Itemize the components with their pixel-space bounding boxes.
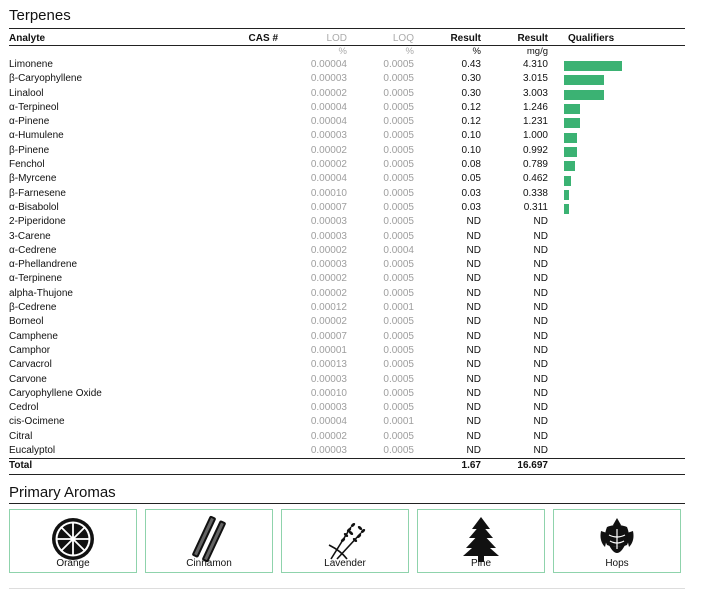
qualifier-cell [548, 187, 685, 201]
aromas-title-rule [9, 503, 685, 504]
result-mg-cell: 0.992 [522, 144, 548, 156]
qualifier-cell [548, 244, 685, 258]
result-pct-cell: ND [466, 359, 481, 371]
loq-cell: 0.0005 [383, 373, 414, 385]
analyte-cell: β-Cedrene [9, 302, 57, 314]
qualifier-cell [548, 172, 685, 186]
table-row [9, 172, 685, 186]
aroma-label: Pine [470, 558, 491, 569]
result-pct-cell: 0.03 [461, 187, 481, 199]
table-row [9, 258, 685, 272]
cas-cell [199, 258, 278, 272]
analyte-cell: Carvone [9, 373, 47, 385]
result-bar [564, 104, 580, 114]
table-row [9, 373, 685, 387]
loq-cell: 0.0005 [383, 344, 414, 356]
terpenes-title-rule [9, 28, 685, 29]
cas-cell [199, 373, 278, 387]
lod-cell: 0.00003 [310, 230, 347, 242]
result-mg-cell: ND [533, 416, 548, 428]
qualifier-cell [548, 129, 685, 143]
cas-cell [199, 244, 278, 258]
loq-cell: 0.0005 [383, 73, 414, 85]
qualifier-cell [548, 101, 685, 115]
result-bar [564, 190, 569, 200]
qualifier-cell [548, 115, 685, 129]
analyte-cell: cis-Ocimene [9, 416, 65, 428]
qualifier-cell [548, 258, 685, 272]
aroma-card-cinnamon [145, 509, 273, 573]
result-pct-cell: 0.30 [461, 87, 481, 99]
aroma-card-orange [9, 509, 137, 573]
result-pct-cell: ND [466, 244, 481, 256]
unit-lod: % [338, 46, 347, 57]
result-mg-cell: 1.000 [522, 130, 548, 142]
lod-cell: 0.00003 [310, 402, 347, 414]
table-row [9, 101, 685, 115]
result-pct-cell: 0.12 [461, 116, 481, 128]
result-mg-cell: ND [533, 344, 548, 356]
analyte-cell: 2-Piperidone [9, 216, 66, 228]
analyte-cell: α-Pinene [9, 116, 50, 128]
result-pct-cell: ND [466, 373, 481, 385]
table-row [9, 58, 685, 72]
cas-cell [199, 287, 278, 301]
cas-cell [199, 444, 278, 459]
analyte-cell: α-Cedrene [9, 244, 57, 256]
qualifier-cell [548, 344, 685, 358]
loq-cell: 0.0005 [383, 159, 414, 171]
terpenes-table [9, 32, 685, 475]
analyte-cell: Cedrol [9, 402, 39, 414]
result-pct-cell: ND [466, 259, 481, 271]
result-mg-cell: ND [533, 302, 548, 314]
lod-cell: 0.00002 [310, 273, 347, 285]
loq-cell: 0.0005 [383, 59, 414, 70]
table-row [9, 301, 685, 315]
qualifier-cell [548, 58, 685, 72]
col-header-analyte: Analyte [9, 32, 199, 46]
lod-cell: 0.00004 [310, 59, 347, 70]
result-mg-cell: 1.246 [522, 101, 548, 113]
result-mg-cell: ND [533, 316, 548, 328]
cas-cell [199, 230, 278, 244]
lod-cell: 0.00004 [310, 116, 347, 128]
cas-cell [199, 129, 278, 143]
result-mg-cell: ND [533, 359, 548, 371]
result-mg-cell: ND [533, 273, 548, 285]
qualifier-cell [548, 330, 685, 344]
analyte-cell: β-Pinene [9, 144, 50, 156]
qualifier-cell [548, 144, 685, 158]
analyte-cell: Limonene [9, 59, 53, 70]
result-mg-cell: ND [533, 230, 548, 242]
lod-cell: 0.00002 [310, 244, 347, 256]
loq-cell: 0.0005 [383, 430, 414, 442]
unit-result-mg: mg/g [526, 46, 548, 57]
result-bar [564, 90, 604, 100]
qualifier-cell [548, 373, 685, 387]
cas-cell [199, 430, 278, 444]
analyte-cell: β-Caryophyllene [9, 73, 83, 85]
lod-cell: 0.00004 [310, 173, 347, 185]
result-mg-cell: 0.789 [522, 159, 548, 171]
result-mg-cell: 0.462 [522, 173, 548, 185]
result-pct-cell: ND [466, 302, 481, 314]
table-row [9, 387, 685, 401]
lod-cell: 0.00002 [310, 159, 347, 171]
table-row [9, 315, 685, 329]
table-row [9, 244, 685, 258]
cas-cell [199, 101, 278, 115]
loq-cell: 0.0005 [383, 402, 414, 414]
table-row [9, 87, 685, 101]
lod-cell: 0.00002 [310, 144, 347, 156]
col-header-result-pct: Result [414, 32, 481, 46]
analyte-cell: β-Myrcene [9, 173, 57, 185]
result-pct-cell: 0.03 [461, 201, 481, 213]
terpenes-section-title: Terpenes [9, 7, 71, 24]
result-pct-cell: ND [466, 230, 481, 242]
result-bar [564, 176, 571, 186]
result-mg-cell: ND [533, 244, 548, 256]
lod-cell: 0.00002 [310, 287, 347, 299]
lod-cell: 0.00013 [310, 359, 347, 371]
table-row [9, 158, 685, 172]
result-pct-cell: ND [466, 344, 481, 356]
table-row [9, 444, 685, 459]
analyte-cell: α-Phellandrene [9, 259, 78, 271]
result-mg-cell: ND [533, 445, 548, 457]
loq-cell: 0.0005 [383, 316, 414, 328]
result-pct-cell: ND [466, 402, 481, 414]
result-pct-cell: 0.10 [461, 130, 481, 142]
loq-cell: 0.0005 [383, 359, 414, 371]
aroma-card-hops [553, 509, 681, 573]
orange-slice-icon [49, 515, 97, 563]
lod-cell: 0.00003 [310, 73, 347, 85]
result-pct-cell: 0.30 [461, 73, 481, 85]
result-pct-cell: 0.12 [461, 101, 481, 113]
result-mg-cell: ND [533, 330, 548, 342]
qualifier-cell [548, 315, 685, 329]
table-row [9, 344, 685, 358]
lod-cell: 0.00004 [310, 416, 347, 428]
result-mg-cell: 0.311 [523, 201, 548, 213]
cas-cell [199, 201, 278, 215]
result-mg-cell: 3.015 [522, 73, 548, 85]
table-row [9, 72, 685, 86]
result-pct-cell: 0.43 [461, 59, 481, 70]
cas-cell [199, 158, 278, 172]
qualifier-cell [548, 72, 685, 86]
analyte-cell: Borneol [9, 316, 44, 328]
table-row [9, 215, 685, 229]
cas-cell [199, 87, 278, 101]
cas-cell [199, 344, 278, 358]
unit-loq: % [405, 46, 414, 57]
lod-cell: 0.00001 [310, 344, 347, 356]
result-bar [564, 147, 577, 157]
result-mg-cell: ND [533, 216, 548, 228]
table-row [9, 144, 685, 158]
col-header-loq: LOQ [347, 32, 414, 46]
col-header-lod: LOD [278, 32, 347, 46]
aroma-card-lavender [281, 509, 409, 573]
total-qualifier-cell [548, 459, 685, 474]
col-header-cas: CAS # [199, 32, 278, 46]
analyte-cell: Fenchol [9, 159, 45, 171]
result-mg-cell: ND [533, 430, 548, 442]
cas-cell [199, 58, 278, 72]
result-bar [564, 204, 569, 214]
analyte-cell: α-Terpineol [9, 101, 59, 113]
cas-cell [199, 115, 278, 129]
aroma-label: Lavender [324, 558, 366, 569]
lavender-sprig-icon [321, 515, 369, 563]
table-row [9, 415, 685, 429]
lod-cell: 0.00010 [310, 187, 347, 199]
qualifier-cell [548, 287, 685, 301]
pine-tree-icon [457, 515, 505, 563]
analyte-cell: α-Humulene [9, 130, 64, 142]
qualifier-cell [548, 358, 685, 372]
result-pct-cell: ND [466, 287, 481, 299]
lod-cell: 0.00003 [310, 130, 347, 142]
result-pct-cell: ND [466, 330, 481, 342]
total-loq-cell [347, 459, 414, 474]
lod-cell: 0.00007 [310, 330, 347, 342]
cas-cell [199, 172, 278, 186]
table-row [9, 129, 685, 143]
lod-cell: 0.00003 [310, 445, 347, 457]
loq-cell: 0.0005 [383, 273, 414, 285]
analyte-cell: Carvacrol [9, 359, 52, 371]
loq-cell: 0.0005 [383, 445, 414, 457]
lod-cell: 0.00010 [310, 387, 347, 399]
qualifier-cell [548, 201, 685, 215]
total-lod-cell [278, 459, 347, 474]
loq-cell: 0.0005 [383, 387, 414, 399]
cinnamon-stick-icon [185, 515, 233, 563]
lod-cell: 0.00002 [310, 316, 347, 328]
table-row [9, 272, 685, 286]
table-row [9, 358, 685, 372]
lod-cell: 0.00002 [310, 430, 347, 442]
cas-cell [199, 215, 278, 229]
result-mg-cell: 3.003 [522, 87, 548, 99]
total-result-pct: 1.67 [414, 459, 481, 474]
aroma-label: Orange [56, 558, 90, 569]
lod-cell: 0.00003 [310, 216, 347, 228]
lod-cell: 0.00004 [310, 101, 347, 113]
qualifier-cell [548, 430, 685, 444]
loq-cell: 0.0005 [383, 201, 414, 213]
table-row [9, 330, 685, 344]
loq-cell: 0.0005 [383, 330, 414, 342]
hops-cone-icon [593, 515, 641, 563]
table-row [9, 201, 685, 215]
result-bar [564, 161, 575, 171]
qualifier-cell [548, 401, 685, 415]
analyte-cell: Caryophyllene Oxide [9, 387, 102, 399]
lod-cell: 0.00003 [310, 373, 347, 385]
qualifier-cell [548, 215, 685, 229]
unit-result-pct: % [472, 46, 481, 57]
aroma-card-pine [417, 509, 545, 573]
loq-cell: 0.0005 [383, 144, 414, 156]
loq-cell: 0.0005 [383, 259, 414, 271]
result-mg-cell: ND [533, 259, 548, 271]
loq-cell: 0.0005 [383, 230, 414, 242]
result-mg-cell: ND [533, 387, 548, 399]
analyte-cell: Camphor [9, 344, 51, 356]
loq-cell: 0.0005 [383, 287, 414, 299]
qualifier-cell [548, 387, 685, 401]
primary-aromas-title: Primary Aromas [9, 484, 116, 501]
lod-cell: 0.00002 [310, 87, 347, 99]
analyte-cell: Citral [9, 430, 33, 442]
result-pct-cell: ND [466, 273, 481, 285]
cas-cell [199, 301, 278, 315]
loq-cell: 0.0005 [383, 173, 414, 185]
table-row [9, 115, 685, 129]
cas-cell [199, 415, 278, 429]
qualifier-cell [548, 87, 685, 101]
qualifier-cell [548, 301, 685, 315]
table-total-row [9, 459, 685, 474]
lod-cell: 0.00012 [310, 302, 347, 314]
qualifier-cell [548, 158, 685, 172]
lod-cell: 0.00003 [310, 259, 347, 271]
result-bar [564, 118, 580, 128]
loq-cell: 0.0005 [383, 216, 414, 228]
loq-cell: 0.0004 [383, 244, 414, 256]
analyte-cell: β-Farnesene [9, 187, 66, 199]
analyte-cell: 3-Carene [9, 230, 51, 242]
table-row [9, 287, 685, 301]
table-header-row [9, 32, 685, 46]
loq-cell: 0.0005 [383, 130, 414, 142]
table-row [9, 401, 685, 415]
result-mg-cell: 0.338 [522, 187, 548, 199]
result-pct-cell: ND [466, 216, 481, 228]
page-bottom-rule [9, 588, 685, 589]
analyte-cell: alpha-Thujone [9, 287, 73, 299]
result-pct-cell: ND [466, 416, 481, 428]
analyte-cell: Eucalyptol [9, 445, 56, 457]
cas-cell [199, 401, 278, 415]
lod-cell: 0.00007 [310, 201, 347, 213]
qualifier-cell [548, 230, 685, 244]
result-bar [564, 61, 622, 71]
cas-cell [199, 315, 278, 329]
aroma-label: Hops [605, 558, 629, 569]
analyte-cell: α-Terpinene [9, 273, 63, 285]
analyte-cell: Linalool [9, 87, 44, 99]
total-label: Total [9, 459, 199, 474]
cas-cell [199, 72, 278, 86]
qualifier-cell [548, 444, 685, 459]
table-row [9, 430, 685, 444]
result-pct-cell: 0.05 [461, 173, 481, 185]
analyte-cell: α-Bisabolol [9, 201, 59, 213]
table-row [9, 187, 685, 201]
cas-cell [199, 144, 278, 158]
table-row [9, 230, 685, 244]
cas-cell [199, 358, 278, 372]
loq-cell: 0.0005 [383, 116, 414, 128]
result-pct-cell: 0.10 [461, 144, 481, 156]
result-pct-cell: ND [466, 387, 481, 399]
loq-cell: 0.0005 [383, 187, 414, 199]
aroma-label: Cinnamon [186, 558, 232, 569]
cas-cell [199, 272, 278, 286]
result-pct-cell: ND [466, 445, 481, 457]
table-units-row [9, 46, 685, 59]
col-header-result-mg: Result [481, 32, 548, 46]
result-pct-cell: ND [466, 430, 481, 442]
col-header-qualifiers: Qualifiers [548, 32, 685, 46]
result-mg-cell: ND [533, 402, 548, 414]
analyte-cell: Camphene [9, 330, 58, 342]
qualifier-cell [548, 272, 685, 286]
aroma-cards [9, 509, 685, 576]
result-bar [564, 75, 604, 85]
loq-cell: 0.0001 [383, 416, 414, 428]
cas-cell [199, 330, 278, 344]
terpenes-table-body [9, 58, 685, 474]
total-result-mg: 16.697 [481, 459, 548, 474]
total-cas-cell [199, 459, 278, 474]
result-pct-cell: ND [466, 316, 481, 328]
loq-cell: 0.0001 [383, 302, 414, 314]
loq-cell: 0.0005 [383, 101, 414, 113]
result-mg-cell: 1.231 [522, 116, 548, 128]
result-mg-cell: ND [533, 287, 548, 299]
result-mg-cell: ND [533, 373, 548, 385]
result-bar [564, 133, 577, 143]
result-pct-cell: 0.08 [461, 159, 481, 171]
cas-cell [199, 187, 278, 201]
qualifier-cell [548, 415, 685, 429]
loq-cell: 0.0005 [383, 87, 414, 99]
cas-cell [199, 387, 278, 401]
result-mg-cell: 4.310 [522, 59, 548, 70]
